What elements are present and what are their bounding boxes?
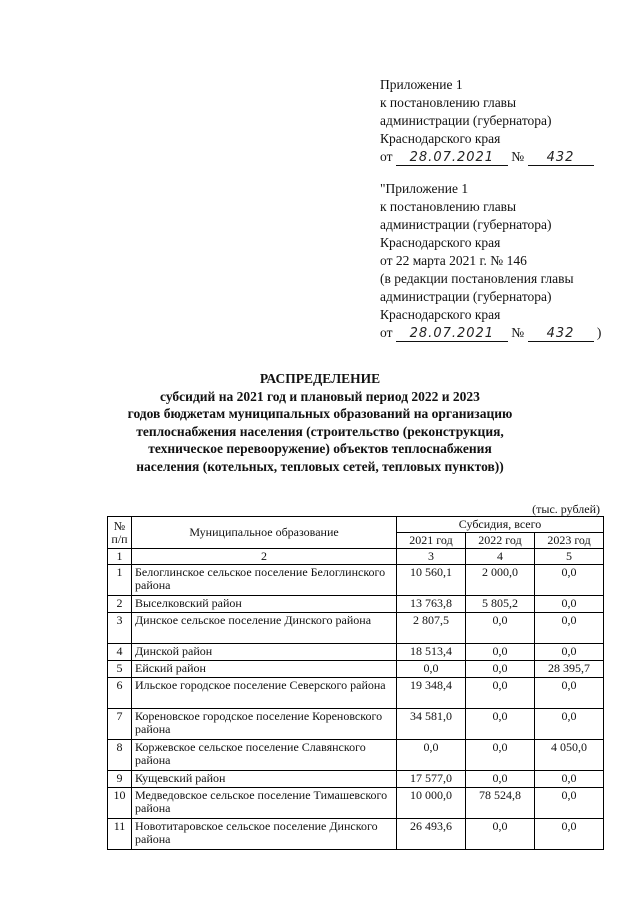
column-index: 1 — [108, 549, 132, 565]
value-2021-cell: 13 763,8 — [397, 596, 466, 613]
municipality-cell: Кущевский район — [132, 771, 397, 788]
column-index: 5 — [535, 549, 604, 565]
number-label: № — [511, 325, 525, 340]
table-row — [108, 788, 604, 819]
header-year: 2023 год — [535, 533, 604, 549]
appendix-line: Краснодарского края — [380, 235, 501, 250]
column-index: 3 — [397, 549, 466, 565]
table-row — [108, 709, 604, 740]
value-2022-cell: 0,0 — [466, 819, 535, 850]
appendix-original-reference — [380, 180, 620, 342]
closing-parenthesis: ) — [596, 325, 602, 340]
appendix-line: администрации (губернатора) — [380, 289, 552, 304]
row-number-cell: 5 — [108, 661, 132, 678]
table-row — [108, 771, 604, 788]
value-2022-cell: 0,0 — [466, 644, 535, 661]
value-2023-cell: 0,0 — [535, 709, 604, 740]
handwritten-number: 432 — [528, 327, 594, 342]
title-line: субсидий на 2021 год и плановый период 2022 и 2023 — [160, 388, 480, 404]
table-row — [108, 661, 604, 678]
appendix-line: (в редакции постановления главы — [380, 271, 574, 286]
value-2023-cell: 0,0 — [535, 788, 604, 819]
value-2022-cell: 2 000,0 — [466, 565, 535, 596]
table-row — [108, 819, 604, 850]
appendix-date-line — [380, 324, 620, 342]
value-2023-cell: 0,0 — [535, 644, 604, 661]
value-2022-cell: 0,0 — [466, 613, 535, 644]
value-2021-cell: 19 348,4 — [397, 678, 466, 709]
table-row — [108, 596, 604, 613]
municipality-cell: Медведовское сельское поселение Тимашевского района — [132, 788, 397, 819]
title-line: годов бюджетам муниципальных образований на организацию — [127, 406, 513, 421]
header-year: 2021 год — [397, 533, 466, 549]
table-row — [108, 678, 604, 709]
value-2023-cell: 0,0 — [535, 596, 604, 613]
title-line: теплоснабжения населения (строительство (реконструкция, — [136, 423, 504, 439]
value-2021-cell: 0,0 — [397, 661, 466, 678]
value-2022-cell: 0,0 — [466, 771, 535, 788]
value-2021-cell: 10 000,0 — [397, 788, 466, 819]
appendix-line: Приложение 1 — [380, 77, 463, 92]
value-2023-cell: 4 050,0 — [535, 740, 604, 771]
table-body — [108, 565, 604, 850]
value-2022-cell: 78 524,8 — [466, 788, 535, 819]
appendix-line: от 22 марта 2021 г. № 146 — [380, 253, 527, 268]
appendix-date-line — [380, 148, 620, 166]
appendix-line: "Приложение 1 — [380, 181, 469, 196]
municipality-cell: Динской район — [132, 644, 397, 661]
appendix-line: администрации (губернатора) — [380, 217, 552, 232]
appendix-line: администрации (губернатора) — [380, 113, 552, 128]
subsidy-table — [107, 516, 604, 850]
row-number-cell: 11 — [108, 819, 132, 850]
number-label: № — [511, 149, 525, 164]
header-subsidy: Субсидия, всего — [397, 517, 604, 533]
from-label: от — [380, 149, 393, 164]
appendix-line: к постановлению главы — [380, 95, 517, 110]
value-2022-cell: 0,0 — [466, 709, 535, 740]
appendix-reference — [380, 76, 620, 166]
value-2023-cell: 0,0 — [535, 819, 604, 850]
row-number-cell: 4 — [108, 644, 132, 661]
title-heading: РАСПРЕДЕЛЕНИЕ — [259, 371, 381, 386]
municipality-cell: Динское сельское поселение Динского района — [132, 613, 397, 644]
row-number-cell: 1 — [108, 565, 132, 596]
value-2023-cell: 0,0 — [535, 678, 604, 709]
municipality-cell: Ейский район — [132, 661, 397, 678]
value-2021-cell: 2 807,5 — [397, 613, 466, 644]
header-year: 2022 год — [466, 533, 535, 549]
header-municipality: Муниципальное образование — [132, 517, 397, 549]
units-label: (тыс. рублей) — [532, 502, 600, 516]
appendix-line: Краснодарского края — [380, 307, 501, 322]
title-line: населения (котельных, тепловых сетей, тепловых пунктов)) — [136, 458, 504, 474]
municipality-cell: Выселковский район — [132, 596, 397, 613]
row-number-cell: 2 — [108, 596, 132, 613]
handwritten-date: 28.07.2021 — [396, 327, 508, 342]
row-number-cell: 7 — [108, 709, 132, 740]
row-number-cell: 8 — [108, 740, 132, 771]
column-index: 4 — [466, 549, 535, 565]
handwritten-number: 432 — [528, 151, 594, 166]
header-num: № п/п — [108, 517, 132, 549]
municipality-cell: Ильское городское поселение Северского района — [132, 678, 397, 709]
municipality-cell: Коржевское сельское поселение Славянского района — [132, 740, 397, 771]
value-2022-cell: 0,0 — [466, 661, 535, 678]
municipality-cell: Кореновское городское поселение Кореновского района — [132, 709, 397, 740]
value-2023-cell: 0,0 — [535, 565, 604, 596]
value-2021-cell: 17 577,0 — [397, 771, 466, 788]
title-line: техническое перевооружение) объектов теплоснабжения — [148, 441, 492, 456]
value-2021-cell: 18 513,4 — [397, 644, 466, 661]
value-2021-cell: 10 560,1 — [397, 565, 466, 596]
appendix-line: Краснодарского края — [380, 131, 501, 146]
municipality-cell: Белоглинское сельское поселение Белоглинского района — [132, 565, 397, 596]
column-index: 2 — [132, 549, 397, 565]
appendix-line: к постановлению главы — [380, 199, 517, 214]
value-2022-cell: 0,0 — [466, 740, 535, 771]
row-number-cell: 6 — [108, 678, 132, 709]
document-title — [0, 370, 640, 475]
value-2023-cell: 28 395,7 — [535, 661, 604, 678]
from-label: от — [380, 325, 393, 340]
table-row — [108, 565, 604, 596]
row-number-cell: 10 — [108, 788, 132, 819]
value-2023-cell: 0,0 — [535, 771, 604, 788]
table-row — [108, 644, 604, 661]
value-2023-cell: 0,0 — [535, 613, 604, 644]
municipality-cell: Новотитаровское сельское поселение Динского района — [132, 819, 397, 850]
value-2022-cell: 0,0 — [466, 678, 535, 709]
value-2021-cell: 0,0 — [397, 740, 466, 771]
value-2021-cell: 34 581,0 — [397, 709, 466, 740]
table-row — [108, 613, 604, 644]
row-number-cell: 3 — [108, 613, 132, 644]
value-2021-cell: 26 493,6 — [397, 819, 466, 850]
row-number-cell: 9 — [108, 771, 132, 788]
table-row — [108, 740, 604, 771]
value-2022-cell: 5 805,2 — [466, 596, 535, 613]
handwritten-date: 28.07.2021 — [396, 151, 508, 166]
